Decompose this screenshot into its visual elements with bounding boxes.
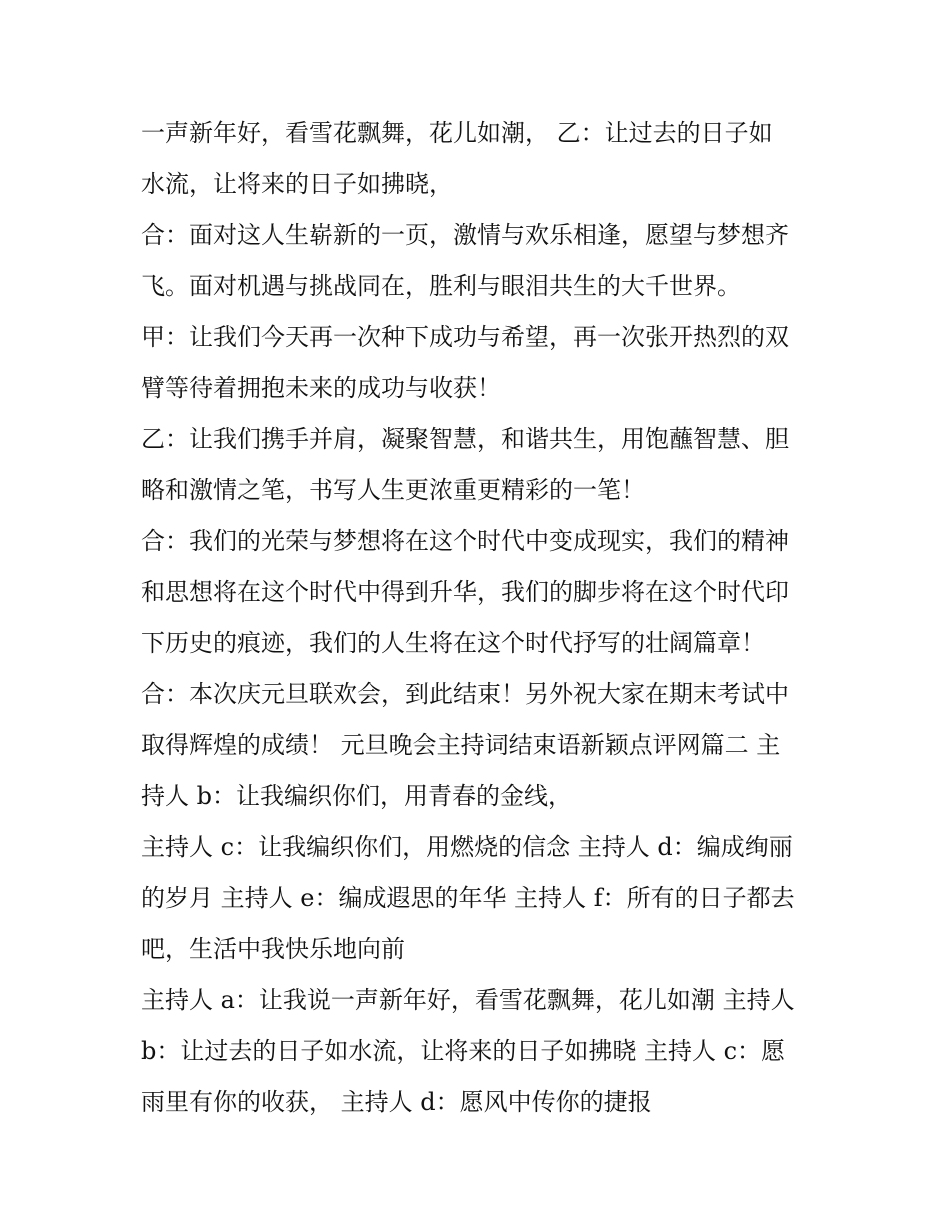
- text-line: 合：本次庆元旦联欢会，到此结束！另外祝大家在期末考试中: [141, 680, 789, 708]
- text-line: 的岁月 主持人 e：编成遐思的年华 主持人 f：所有的日子都去: [141, 884, 795, 912]
- text-line: 主持人 a：让我说一声新年好，看雪花飘舞，花儿如潮 主持人: [141, 986, 795, 1014]
- text-line: 乙：让我们携手并肩，凝聚智慧，和谐共生，用饱蘸智慧、胆: [141, 425, 789, 453]
- text-line: 合：面对这人生崭新的一页，激情与欢乐相逢，愿望与梦想齐: [141, 221, 789, 249]
- text-line: 水流，让将来的日子如拂晓，: [141, 170, 453, 198]
- text-line: 甲：让我们今天再一次种下成功与希望，再一次张开热烈的双: [141, 323, 789, 351]
- text-line: 一声新年好，看雪花飘舞，花儿如潮， 乙：让过去的日子如: [141, 119, 773, 147]
- document-body: [141, 108, 821, 1128]
- text-line: 取得辉煌的成绩！ 元旦晚会主持词结束语新颖点评网篇二 主: [141, 731, 781, 759]
- text-line: 雨里有你的收获， 主持人 d：愿风中传你的捷报: [141, 1088, 652, 1116]
- text-line: 持人 b：让我编织你们，用青春的金线，: [141, 782, 572, 810]
- text-line: 和思想将在这个时代中得到升华，我们的脚步将在这个时代印: [141, 578, 789, 606]
- text-line: b：让过去的日子如水流，让将来的日子如拂晓 主持人 c：愿: [141, 1037, 786, 1065]
- text-line: 下历史的痕迹，我们的人生将在这个时代抒写的壮阔篇章！: [141, 629, 765, 657]
- text-line: 吧，生活中我快乐地向前: [141, 935, 405, 963]
- text-line: 臂等待着拥抱未来的成功与收获！: [141, 374, 501, 402]
- text-line: 飞。面对机遇与挑战同在，胜利与眼泪共生的大千世界。: [141, 272, 741, 300]
- text-line: 合：我们的光荣与梦想将在这个时代中变成现实，我们的精神: [141, 527, 789, 555]
- text-line: 略和激情之笔，书写人生更浓重更精彩的一笔！: [141, 476, 645, 504]
- text-line: 主持人 c：让我编织你们，用燃烧的信念 主持人 d：编成绚丽: [141, 833, 793, 861]
